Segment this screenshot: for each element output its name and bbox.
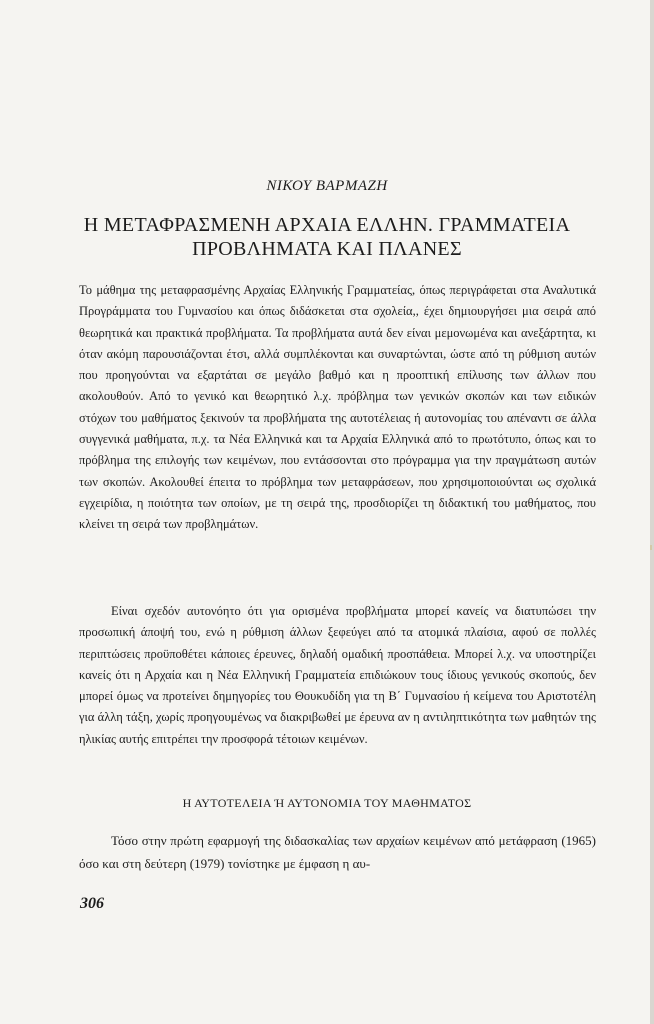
body-paragraph-3 xyxy=(79,829,596,875)
article-title-line-1: Η ΜΕΤΑΦΡΑΣΜΕΝΗ ΑΡΧΑΙΑ ΕΛΛΗΝ. ΓΡΑΜΜΑΤΕΙΑ xyxy=(83,214,571,236)
article-title xyxy=(40,213,614,261)
article-title-line-2: ΠΡΟΒΛΗΜΑΤΑ ΚΑΙ ΠΛΑΝΕΣ xyxy=(192,238,462,260)
author-name: ΝΙΚΟΥ ΒΑΡΜΑΖΗ xyxy=(266,178,388,194)
body-paragraph-1 xyxy=(79,280,596,536)
body-paragraph-2 xyxy=(79,601,596,750)
paragraph-text: Το μάθημα της μεταφρασμένης Αρχαίας Ελληνικής Γραμματείας, όπως περιγράφεται στα Αναλυτικά Προγράμματα του Γυμνασίου και όπως διδάσκεται στα σχολεία,, έχει δημιουργήσει μια σειρά από θεωρητικά και πρακτικά προβλήματα. Τα προβλήματα αυτά δεν είναι μεμονωμένα και ανεξάρτητα, κι όταν ακόμη παρουσιάζονται έτσι, αλλά συμπλέκονται και συναρτώνται, ώστε από τη ρύθμιση αυτών που προηγούνται να εξαρτάται σε μεγάλο βαθμό και η προοπτική επίλυσης των άλλων που ακολουθούν. Από το γενικό και θεωρητικό λ.χ. πρόβλημα των γενικών σκοπών και των ειδικών στόχων του μαθήματος ξεκινούν τα προβλήματα της αυτοτέλειας ή αυτονομίας του απέναντι σε άλλα συγγενικά μαθήματα, π.χ. τα Νέα Ελληνικά και τα Αρχαία Ελληνικά από το πρωτότυπο, όπως και το πρόβλημα της επιλογής των κειμένων, που εντάσσονται στο πρόγραμμα για την πραγμάτωση αυτών των σκοπών. Ακολουθεί έπειτα το πρόβλημα των μεταφράσεων, που χρησιμοποιούνται ως σχολικά εγχειρίδια, η ποιότητα των οποίων, με τη σειρά της, προσδιορίζει τη διδακτική του μαθήματος, που κλείνει τη σειρά των προβλημάτων. xyxy=(79,283,596,532)
paragraph-text: Τόσο στην πρώτη εφαρμογή της διδασκαλίας των αρχαίων κειμένων από μετάφραση (1965) όσο και στη δεύτερη (1979) τονίστηκε με έμφαση η αυ- xyxy=(79,833,596,871)
paper-speck xyxy=(650,545,652,550)
paragraph-text: Είναι σχεδόν αυτονόητο ότι για ορισμένα προβλήματα μπορεί κανείς να διατυπώσει την προσωπική άποψή του, ενώ η ρύθμιση άλλων ξεφεύγει από τα ατομικά πλαίσια, αφού σε πολλές περιπτώσεις προϋποθέτει κάποιες έρευνες, δηλαδή ομαδική προσπάθεια. Μπορεί λ.χ. να υποστηρίζει κανείς ότι η Αρχαία και η Νέα Ελληνική Γραμματεία επιδιώκουν τους ίδιους γενικούς σκοπούς, δεν μπορεί όμως να προτείνει δημηγορίες του Θουκυδίδη για τη Β΄ Γυμνασίου ή κείμενα του Αριστοτέλη για άλλη τάξη, χωρίς προηγουμένως να διακριβωθεί με έρευνα αν η αντιληπτικότητα των μαθητών της ηλικίας αυτής επιτρέπει την προσφορά τέτοιων κειμένων. xyxy=(79,604,596,746)
page-number: 306 xyxy=(80,895,104,912)
section-heading: Η ΑΥΤΟΤΕΛΕΙΑ Ή ΑΥΤΟΝΟΜΙΑ ΤΟΥ ΜΑΘΗΜΑΤΟΣ xyxy=(182,796,472,810)
page-edge xyxy=(650,0,654,1024)
